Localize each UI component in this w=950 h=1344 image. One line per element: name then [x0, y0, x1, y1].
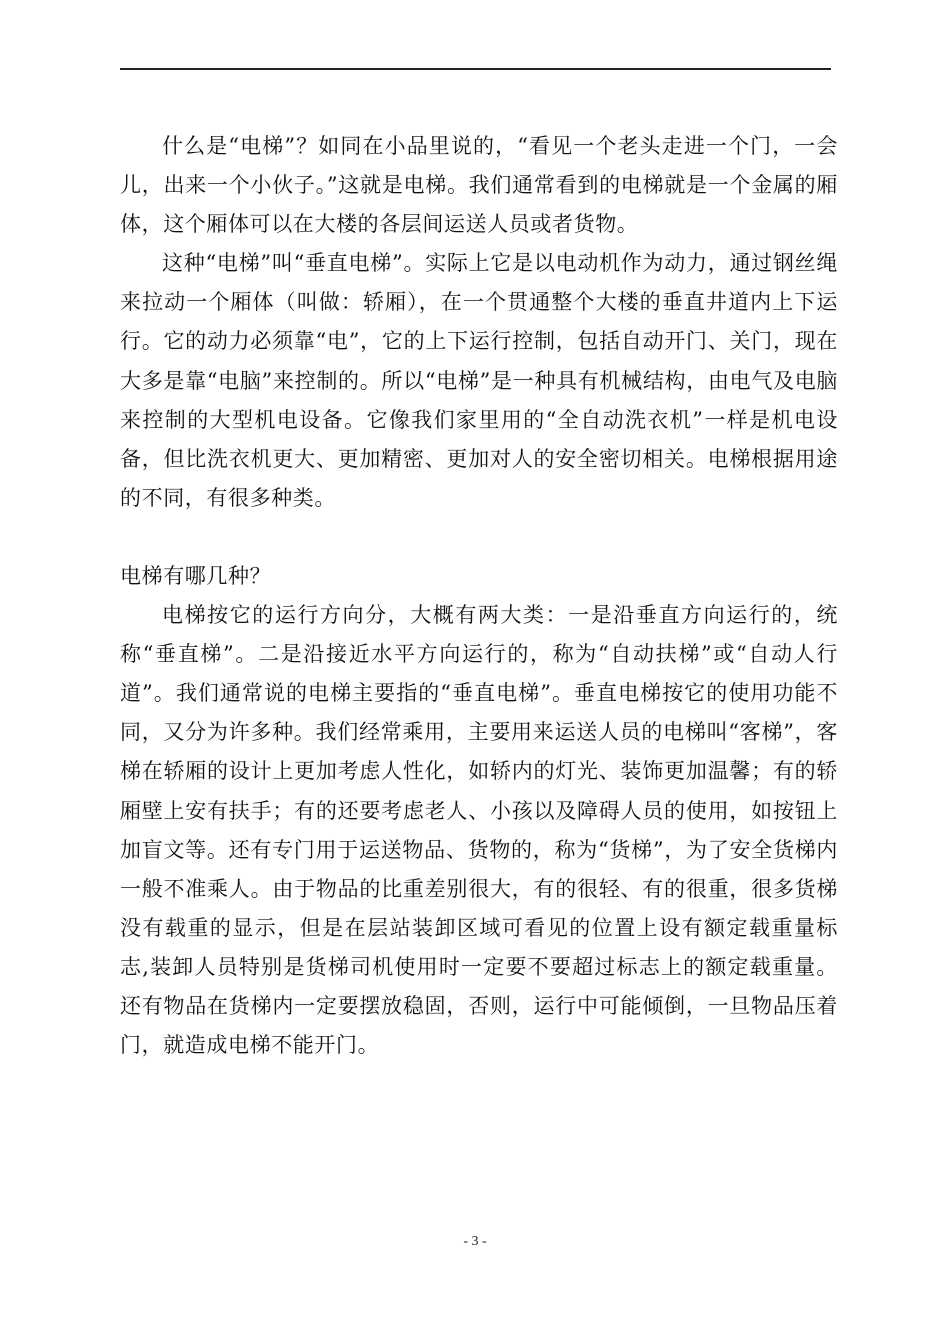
header-rule [120, 68, 831, 70]
paragraph-elevator-types: 电梯按它的运行方向分，大概有两大类：一是沿垂直方向运行的，统称“垂直梯”。二是沿接近水平方向运行的，称为“自动扶梯”或“自动人行道”。我们通常说的电梯主要指的“垂直电梯”。垂直电梯按它的使用功能不同，又分为许多种。我们经常乘用，主要用来运送人员的电梯叫“客梯”，客梯在轿厢的设计上更加考虑人性化，如轿内的灯光、装饰更加温馨；有的轿厢壁上安有扶手；有的还要考虑老人、小孩以及障碍人员的使用，如按钮上加盲文等。还有专门用于运送物品、货物的，称为“货梯”，为了安全货梯内一般不准乘人。由于物品的比重差别很大，有的很轻、有的很重，很多货梯没有载重的显示，但是在层站装卸区域可看见的位置上设有额定载重量标志,装卸人员特别是货梯司机使用时一定要不要超过标志上的额定载重量。还有物品在货梯内一定要摆放稳固，否则，运行中可能倾倒，一旦物品压着门，就造成电梯不能开门。 [120, 603, 838, 1058]
section-heading: 电梯有哪几种？ [120, 563, 272, 588]
paragraph-vertical-elevator: 这种“电梯”叫“垂直电梯”。实际上它是以电动机作为动力，通过钢丝绳来拉动一个厢体（叫做：轿厢），在一个贯通整个大楼的垂直井道内上下运行。它的动力必须靠“电”，它的上下运行控制，包括自动开门、关门，现在大多是靠“电脑”来控制的。所以“电梯”是一种具有机械结构，由电气及电脑来控制的大型机电设备。它像我们家里用的“全自动洗衣机”一样是机电设备，但比洗衣机更大、更加精密、更加对人的安全密切相关。电梯根据用途的不同，有很多种类。 [120, 251, 838, 510]
page-number: - 3 - [463, 1234, 487, 1249]
paragraph-what-is-elevator: 什么是“电梯”？如同在小品里说的，“看见一个老头走进一个门，一会儿，出来一个小伙子。”这就是电梯。我们通常看到的电梯就是一个金属的厢体，这个厢体可以在大楼的各层间运送人员或者货物。 [120, 134, 838, 237]
document-body [120, 127, 838, 1065]
section-gap [120, 518, 838, 557]
